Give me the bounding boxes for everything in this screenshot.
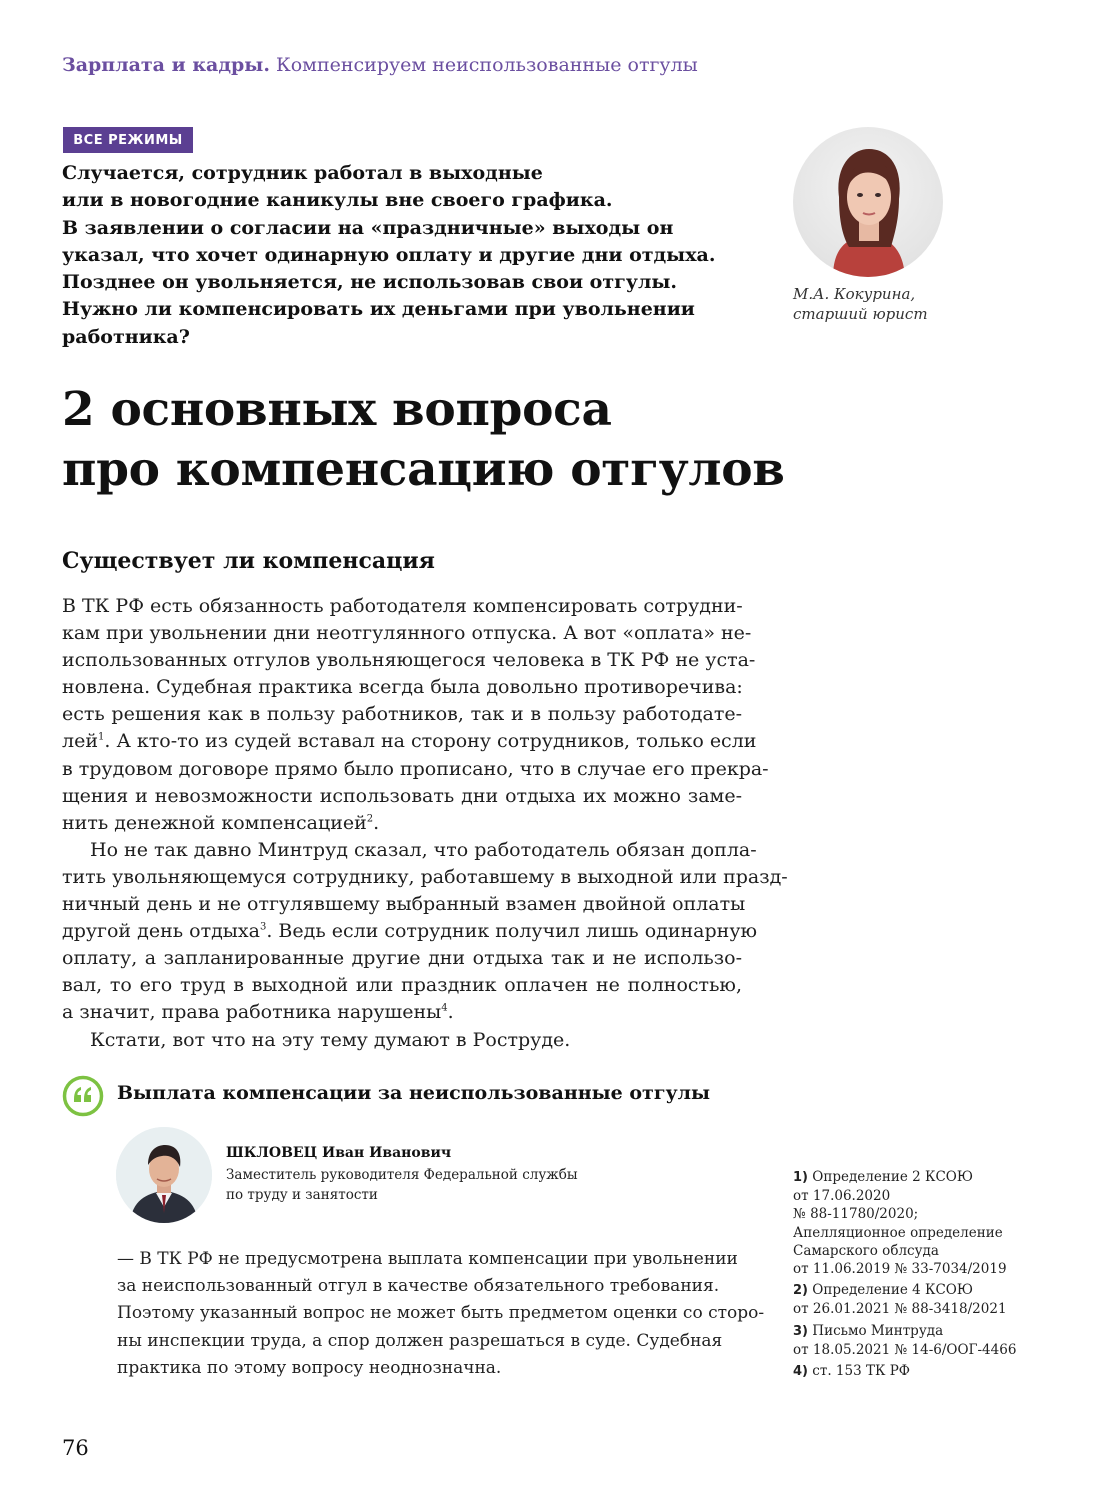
footnote-line: Самарского облсуда xyxy=(793,1242,939,1259)
title-line: про компенсацию отгулов xyxy=(62,442,785,497)
expert-name: ШКЛОВЕЦ Иван Иванович xyxy=(226,1145,452,1161)
footnote-line xyxy=(793,1281,1053,1300)
footnote-line: от 26.01.2021 № 88-3418/2021 xyxy=(793,1301,1007,1318)
lead-line: Нужно ли компенсировать их деньгами при увольнении xyxy=(62,298,695,321)
section-name: Зарплата и кадры. xyxy=(62,54,270,76)
body-line: В ТК РФ есть обязанность работодателя компенсировать сотрудни- xyxy=(62,595,743,617)
body-line: новлена. Судебная практика всегда была довольно противоречива: xyxy=(62,676,743,699)
body-line: оплату, а запланированные другие дни отдыха так и не использо- xyxy=(62,947,742,970)
article-short-title: Компенсируем неиспользованные отгулы xyxy=(276,54,698,76)
footnote-line: Апелляционное определение xyxy=(793,1224,1003,1241)
author-caption xyxy=(793,284,928,324)
body-line: щения и невозможности использовать дни отдыха их можно заме- xyxy=(62,784,742,807)
expert-role-line: Заместитель руководителя Федеральной службы xyxy=(226,1167,578,1183)
body-line: есть решения как в пользу работников, так и в пользу работодате- xyxy=(62,703,742,726)
expert-role xyxy=(226,1165,578,1205)
author-photo xyxy=(793,127,943,277)
body-fragment: . Ведь если сотрудник получил лишь одинарную xyxy=(266,920,758,943)
author-title: старший юрист xyxy=(793,305,928,323)
footnotes xyxy=(793,1168,1053,1384)
footnote-line xyxy=(793,1168,1053,1187)
body-line xyxy=(62,918,758,945)
body-line: вал, то его труд в выходной или праздник оплачен не полностью, xyxy=(62,974,742,997)
lead-line: В заявлении о согласии на «праздничные» выходы он xyxy=(62,216,674,239)
section-heading: Существует ли компенсация xyxy=(62,548,435,574)
footnote-ref[interactable]: 1 xyxy=(97,732,105,744)
lead-line: работника? xyxy=(62,325,190,348)
running-header xyxy=(62,54,698,76)
footnote-text: Определение 2 КСОЮ xyxy=(812,1169,973,1185)
quote-line: — В ТК РФ не предусмотрена выплата компенсации при увольнении xyxy=(117,1249,738,1269)
body-line: Но не так давно Минтруд сказал, что работодатель обязан допла- xyxy=(90,838,757,861)
footnote-text: ст. 153 ТК РФ xyxy=(812,1363,911,1380)
lead-line: или в новогодние каникулы вне своего графика. xyxy=(62,189,613,212)
body-line: тить увольняющемуся сотруднику, работавшему в выходной или празд- xyxy=(62,865,788,888)
expert-portrait-icon xyxy=(116,1127,212,1223)
tax-regime-badge: ВСЕ РЕЖИМЫ xyxy=(63,127,193,153)
body-line xyxy=(62,728,757,755)
footnote-line: от 17.06.2020 xyxy=(793,1188,891,1205)
footnote-4 xyxy=(793,1362,1053,1381)
footnote-number: 2) xyxy=(793,1283,808,1299)
body-fragment: а значит, права работника нарушены xyxy=(62,1001,442,1024)
lead-line: Случается, сотрудник работал в выходные xyxy=(62,162,543,184)
expert-role-line: по труду и занятости xyxy=(226,1187,378,1203)
body-line: ничный день и не отгулявшему выбранный взамен двойной оплаты xyxy=(62,893,746,916)
page-number: 76 xyxy=(62,1436,89,1460)
footnote-number: 3) xyxy=(793,1323,808,1339)
lead-paragraph xyxy=(62,160,762,351)
lead-line: Позднее он увольняется, не использовав свои отгулы. xyxy=(62,271,677,294)
footnote-2 xyxy=(793,1281,1053,1318)
expert-photo xyxy=(116,1127,212,1223)
footnote-ref[interactable]: 4 xyxy=(441,1003,448,1015)
body-line: в трудовом договоре прямо было прописано, что в случае его прекра- xyxy=(62,757,769,780)
body-line: кам при увольнении дни неотгулянного отпуска. А вот «оплата» не- xyxy=(62,622,752,645)
body-fragment: лей xyxy=(62,730,98,753)
title-line: 2 основных вопроса xyxy=(62,382,612,437)
article-title xyxy=(62,380,785,500)
quote-icon xyxy=(62,1075,104,1117)
quote-text xyxy=(117,1246,765,1382)
footnote-line: от 11.06.2019 № 33-7034/2019 xyxy=(793,1261,1007,1278)
author-name: М.А. Кокурина, xyxy=(793,285,916,303)
body-fragment: нить денежной компенсацией xyxy=(62,811,367,834)
body-line: нить денежной компенсацией$^2$. xyxy=(62,811,380,834)
footnote-3 xyxy=(793,1322,1053,1359)
body-fragment: другой день отдыха xyxy=(62,920,260,943)
footnote-line xyxy=(793,1362,1053,1381)
body-line: использованных отгулов увольняющегося человека в ТК РФ не уста- xyxy=(62,649,756,672)
footnote-ref[interactable]: 2 xyxy=(366,813,374,825)
body-fragment: . А кто-то из судей вставал на сторону сотрудников, только если xyxy=(104,730,757,753)
footnote-text: Определение 4 КСОЮ xyxy=(812,1282,973,1299)
quote-line: практика по этому вопросу неоднозначна. xyxy=(117,1357,502,1378)
quote-line: ны инспекции труда, а спор должен разрешаться в суде. Судебная xyxy=(117,1330,723,1351)
footnote-1 xyxy=(793,1168,1053,1278)
footnote-text: Письмо Минтруда xyxy=(812,1322,944,1339)
author-portrait-icon xyxy=(793,127,943,277)
footnote-ref[interactable]: 3 xyxy=(259,921,267,933)
footnote-line xyxy=(793,1322,1053,1341)
lead-line: указал, что хочет одинарную оплату и другие дни отдыха. xyxy=(62,243,716,266)
footnote-line: № 88-11780/2020; xyxy=(793,1206,919,1223)
quote-line: Поэтому указанный вопрос не может быть предметом оценки со сторо- xyxy=(117,1303,765,1324)
body-line: а значит, права работника нарушены$^4$. xyxy=(62,1001,454,1024)
body-line: Кстати, вот что на эту тему думают в Роструде. xyxy=(90,1028,571,1051)
quote-line: за неиспользованный отгул в качестве обязательного требования. xyxy=(117,1276,720,1297)
quote-title: Выплата компенсации за неиспользованные отгулы xyxy=(117,1082,711,1104)
footnote-number: 1) xyxy=(793,1170,808,1185)
footnote-number: 4) xyxy=(793,1364,808,1380)
article-body xyxy=(62,593,788,1054)
footnote-line: от 18.05.2021 № 14-6/ООГ-4466 xyxy=(793,1341,1017,1358)
